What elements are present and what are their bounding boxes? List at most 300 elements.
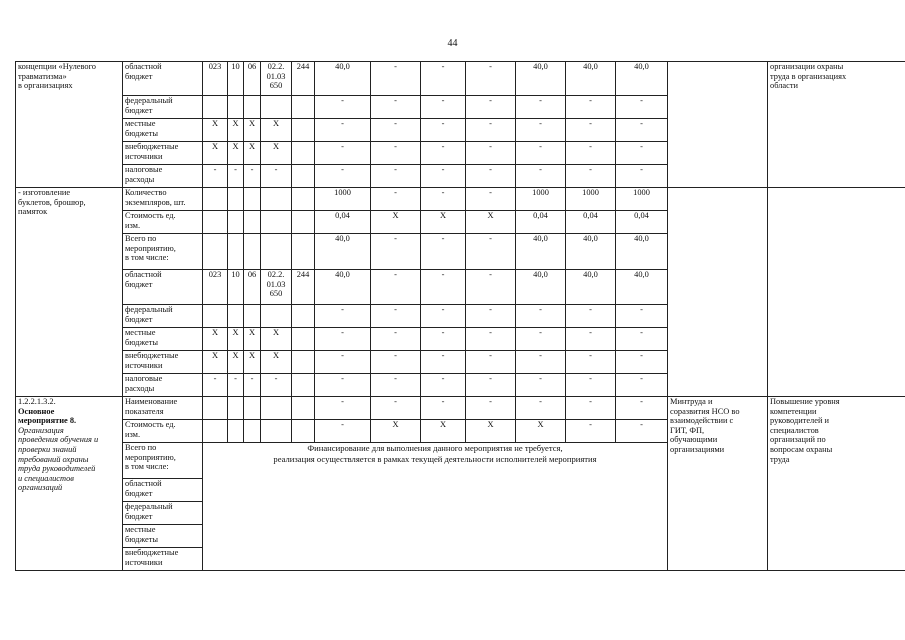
value-cell: - bbox=[516, 142, 566, 165]
funding-source-cell bbox=[123, 397, 203, 420]
csr-code bbox=[261, 328, 292, 351]
funding-source-text: областной bbox=[125, 479, 162, 488]
page-number: 44 bbox=[447, 38, 458, 49]
value-cell: 0,04 bbox=[616, 211, 668, 234]
pr-code: X bbox=[244, 119, 261, 142]
table-row bbox=[16, 397, 905, 420]
value-cell: - bbox=[616, 397, 668, 420]
funding-source-text: федеральный bbox=[125, 305, 173, 314]
pr-code: X bbox=[244, 328, 261, 351]
result-cell bbox=[768, 62, 905, 188]
funding-source-text: расходы bbox=[125, 174, 155, 184]
no-funding-note-line: Финансирование для выполнения данного мероприятия не требуется, bbox=[307, 443, 563, 453]
vr-code bbox=[292, 165, 315, 188]
rz-code bbox=[228, 96, 244, 119]
value-cell: - bbox=[371, 397, 421, 420]
table-row bbox=[16, 188, 905, 211]
event-title-line: мероприятие 8. bbox=[18, 416, 77, 426]
csr-code bbox=[261, 397, 292, 420]
funding-source-text: Стоимость ед. bbox=[125, 211, 176, 220]
funding-source-text: внебюджетные bbox=[125, 142, 179, 151]
funding-source-text: Наименование bbox=[125, 397, 178, 406]
vr-code bbox=[292, 420, 315, 443]
vr-code bbox=[292, 119, 315, 142]
rz-code: 10 bbox=[228, 270, 244, 305]
value-cell: - bbox=[421, 62, 466, 96]
value-cell: - bbox=[616, 96, 668, 119]
csr-code-line: 01.03 bbox=[266, 71, 286, 81]
value-cell: - bbox=[371, 374, 421, 397]
vr-code bbox=[292, 374, 315, 397]
csr-code bbox=[261, 305, 292, 328]
funding-source-text: областной bbox=[125, 62, 162, 71]
value-cell: - bbox=[421, 142, 466, 165]
funding-source-text: показателя bbox=[125, 406, 164, 416]
funding-source-cell bbox=[123, 328, 203, 351]
result-line: вопросам охраны bbox=[770, 444, 833, 454]
csr-code bbox=[261, 374, 292, 397]
csr-code bbox=[261, 142, 292, 165]
event-name-line: в организациях bbox=[18, 81, 73, 91]
value-cell: 40,0 bbox=[315, 234, 371, 270]
funding-source-cell bbox=[123, 62, 203, 96]
vr-code bbox=[292, 351, 315, 374]
value-cell: 40,0 bbox=[516, 62, 566, 96]
value-cell: - bbox=[421, 119, 466, 142]
funding-source-text: бюджет bbox=[125, 488, 153, 498]
value-cell: - bbox=[315, 397, 371, 420]
grbs-code: X bbox=[203, 142, 228, 165]
funding-source-text: бюджет bbox=[125, 511, 153, 521]
funding-source-text: бюджеты bbox=[125, 128, 159, 138]
pr-code: - bbox=[244, 374, 261, 397]
value-cell: - bbox=[421, 305, 466, 328]
vr-code bbox=[292, 328, 315, 351]
funding-source-text: в том числе: bbox=[125, 462, 169, 472]
funding-source-cell bbox=[123, 351, 203, 374]
value-cell: - bbox=[371, 96, 421, 119]
csr-code bbox=[261, 96, 292, 119]
pr-code bbox=[244, 234, 261, 270]
csr-code bbox=[261, 351, 292, 374]
rz-code bbox=[228, 234, 244, 270]
value-cell: - bbox=[616, 420, 668, 443]
csr-code bbox=[261, 420, 292, 443]
value-cell: - bbox=[566, 119, 616, 142]
value-cell: - bbox=[616, 374, 668, 397]
funding-source-text: источники bbox=[125, 151, 163, 161]
value-cell: - bbox=[315, 119, 371, 142]
value-cell: - bbox=[616, 119, 668, 142]
value-cell: - bbox=[371, 328, 421, 351]
grbs-code bbox=[203, 96, 228, 119]
event-title-line: Основное bbox=[18, 406, 55, 416]
funding-source-text: федеральный bbox=[125, 96, 173, 105]
funding-source-cell bbox=[123, 270, 203, 305]
rz-code: X bbox=[228, 328, 244, 351]
value-cell: 40,0 bbox=[616, 62, 668, 96]
csr-code-line: 01.03 bbox=[266, 279, 286, 289]
event-desc-line: требований охраны bbox=[18, 454, 89, 464]
value-cell: - bbox=[371, 188, 421, 211]
vr-code: 244 bbox=[292, 270, 315, 305]
grbs-code: 023 bbox=[203, 270, 228, 305]
event-name-line: концепции «Нулевого bbox=[18, 62, 96, 71]
value-cell: - bbox=[421, 188, 466, 211]
csr-code-line: - bbox=[274, 165, 278, 174]
pr-code bbox=[244, 420, 261, 443]
executor-line: обучающими bbox=[670, 435, 718, 445]
vr-code bbox=[292, 188, 315, 211]
pr-code bbox=[244, 397, 261, 420]
event-name-line: травматизма» bbox=[18, 71, 67, 81]
csr-code bbox=[261, 119, 292, 142]
grbs-code bbox=[203, 188, 228, 211]
value-cell: X bbox=[421, 211, 466, 234]
executor-line: взаимодействии с bbox=[670, 416, 734, 426]
value-cell: - bbox=[466, 328, 516, 351]
funding-source-text: бюджет bbox=[125, 105, 153, 115]
csr-code-line: 650 bbox=[269, 81, 283, 91]
value-cell: - bbox=[371, 165, 421, 188]
grbs-code: X bbox=[203, 328, 228, 351]
value-cell: - bbox=[466, 165, 516, 188]
value-cell: - bbox=[315, 374, 371, 397]
value-cell: - bbox=[421, 270, 466, 305]
rz-code bbox=[228, 188, 244, 211]
funding-source-text: местные bbox=[125, 119, 156, 128]
grbs-code bbox=[203, 211, 228, 234]
result-line: труда bbox=[770, 454, 790, 464]
executor-cell bbox=[668, 62, 768, 188]
value-cell: - bbox=[566, 420, 616, 443]
event-name-line: памяток bbox=[18, 207, 48, 217]
funding-source-text: налоговые bbox=[125, 165, 163, 174]
value-cell: - bbox=[466, 374, 516, 397]
event-desc-line: труда руководителей bbox=[18, 464, 96, 474]
funding-source-text: расходы bbox=[125, 383, 155, 393]
value-cell: X bbox=[466, 420, 516, 443]
value-cell: - bbox=[516, 351, 566, 374]
funding-source-cell bbox=[123, 374, 203, 397]
value-cell: - bbox=[466, 188, 516, 211]
event-desc-line: и специалистов bbox=[18, 473, 74, 483]
event-desc-line: организаций bbox=[18, 483, 63, 493]
value-cell: - bbox=[315, 351, 371, 374]
funding-source-cell bbox=[123, 443, 203, 479]
value-cell: X bbox=[516, 420, 566, 443]
value-cell: 0,04 bbox=[516, 211, 566, 234]
funding-source-cell bbox=[123, 502, 203, 525]
grbs-code: 023 bbox=[203, 62, 228, 96]
value-cell: - bbox=[516, 165, 566, 188]
funding-source-text: в том числе: bbox=[125, 253, 169, 263]
vr-code bbox=[292, 305, 315, 328]
value-cell: - bbox=[516, 374, 566, 397]
vr-code bbox=[292, 211, 315, 234]
value-cell: - bbox=[566, 374, 616, 397]
csr-code-line: - bbox=[274, 374, 278, 383]
pr-code bbox=[244, 188, 261, 211]
executor-line: ГИТ, ФП, bbox=[670, 425, 705, 435]
value-cell: X bbox=[371, 211, 421, 234]
value-cell: 40,0 bbox=[315, 62, 371, 96]
csr-code-line: X bbox=[272, 142, 280, 151]
csr-code-line: X bbox=[272, 119, 280, 128]
value-cell: X bbox=[421, 420, 466, 443]
csr-code-line: X bbox=[272, 328, 280, 337]
csr-code bbox=[261, 270, 292, 305]
rz-code: X bbox=[228, 119, 244, 142]
funding-source-text: налоговые bbox=[125, 374, 163, 383]
event-number: 1.2.2.1.3.2. bbox=[18, 397, 56, 406]
pr-code: X bbox=[244, 142, 261, 165]
rz-code bbox=[228, 211, 244, 234]
table-body bbox=[16, 62, 905, 571]
value-cell: 40,0 bbox=[616, 270, 668, 305]
value-cell: - bbox=[371, 119, 421, 142]
csr-code bbox=[261, 211, 292, 234]
funding-source-text: местные bbox=[125, 525, 156, 534]
result-line: области bbox=[770, 81, 798, 91]
vr-code bbox=[292, 397, 315, 420]
grbs-code: - bbox=[203, 165, 228, 188]
value-cell: - bbox=[466, 351, 516, 374]
value-cell: - bbox=[315, 142, 371, 165]
value-cell: - bbox=[616, 142, 668, 165]
grbs-code: - bbox=[203, 374, 228, 397]
value-cell: 0,04 bbox=[566, 211, 616, 234]
funding-source-text: изм. bbox=[125, 220, 141, 230]
value-cell: - bbox=[466, 397, 516, 420]
funding-source-text: мероприятию, bbox=[125, 243, 176, 253]
funding-source-text: федеральный bbox=[125, 502, 173, 511]
value-cell: 40,0 bbox=[566, 270, 616, 305]
csr-code bbox=[261, 188, 292, 211]
funding-source-cell bbox=[123, 420, 203, 443]
csr-code-line: 650 bbox=[269, 289, 283, 299]
value-cell: - bbox=[566, 96, 616, 119]
event-name-cell bbox=[16, 188, 123, 397]
value-cell: - bbox=[315, 96, 371, 119]
funding-source-text: Всего по bbox=[125, 443, 157, 452]
executor-cell bbox=[668, 188, 768, 397]
funding-source-text: бюджеты bbox=[125, 534, 159, 544]
value-cell: - bbox=[466, 305, 516, 328]
grbs-code bbox=[203, 397, 228, 420]
program-table bbox=[15, 61, 905, 571]
value-cell: 40,0 bbox=[516, 234, 566, 270]
funding-source-cell bbox=[123, 234, 203, 270]
funding-source-cell bbox=[123, 548, 203, 571]
table-row bbox=[16, 62, 905, 96]
funding-source-cell bbox=[123, 211, 203, 234]
value-cell: - bbox=[421, 397, 466, 420]
value-cell: - bbox=[315, 328, 371, 351]
value-cell: - bbox=[466, 234, 516, 270]
executor-line: Минтруда и bbox=[670, 397, 713, 406]
vr-code bbox=[292, 142, 315, 165]
value-cell: X bbox=[371, 420, 421, 443]
funding-source-cell bbox=[123, 305, 203, 328]
result-line: специалистов bbox=[770, 425, 819, 435]
result-line: организаций по bbox=[770, 435, 826, 445]
value-cell: - bbox=[466, 62, 516, 96]
funding-source-cell bbox=[123, 165, 203, 188]
rz-code: - bbox=[228, 374, 244, 397]
value-cell: - bbox=[421, 96, 466, 119]
executor-line: организациями bbox=[670, 444, 725, 454]
value-cell: - bbox=[566, 397, 616, 420]
value-cell: - bbox=[516, 328, 566, 351]
value-cell: - bbox=[616, 351, 668, 374]
funding-source-cell bbox=[123, 96, 203, 119]
value-cell: - bbox=[516, 305, 566, 328]
value-cell: - bbox=[616, 305, 668, 328]
funding-source-text: местные bbox=[125, 328, 156, 337]
value-cell: X bbox=[466, 211, 516, 234]
executor-line: соразвития НСО во bbox=[670, 406, 740, 416]
value-cell: - bbox=[421, 351, 466, 374]
rz-code bbox=[228, 420, 244, 443]
pr-code bbox=[244, 211, 261, 234]
result-line: компетенции bbox=[770, 406, 817, 416]
value-cell: 40,0 bbox=[616, 234, 668, 270]
value-cell: 1000 bbox=[516, 188, 566, 211]
value-cell: 40,0 bbox=[516, 270, 566, 305]
value-cell: - bbox=[616, 165, 668, 188]
funding-source-cell bbox=[123, 188, 203, 211]
funding-source-text: внебюджетные bbox=[125, 351, 179, 360]
rz-code: X bbox=[228, 351, 244, 374]
value-cell: - bbox=[516, 397, 566, 420]
funding-source-text: изм. bbox=[125, 429, 141, 439]
funding-source-cell bbox=[123, 142, 203, 165]
csr-code-line: 02.2. bbox=[267, 62, 285, 71]
event-desc-line: Организация bbox=[18, 425, 64, 435]
value-cell: 40,0 bbox=[315, 270, 371, 305]
pr-code bbox=[244, 96, 261, 119]
value-cell: - bbox=[371, 351, 421, 374]
value-cell: - bbox=[566, 142, 616, 165]
executor-cell bbox=[668, 397, 768, 571]
event-desc-line: проверки знаний bbox=[18, 444, 77, 454]
pr-code: - bbox=[244, 165, 261, 188]
value-cell: 1000 bbox=[566, 188, 616, 211]
pr-code: X bbox=[244, 351, 261, 374]
funding-source-text: бюджет bbox=[125, 314, 153, 324]
rz-code bbox=[228, 397, 244, 420]
funding-source-text: Стоимость ед. bbox=[125, 420, 176, 429]
pr-code bbox=[244, 305, 261, 328]
event-name-cell bbox=[16, 62, 123, 188]
value-cell: - bbox=[421, 328, 466, 351]
no-funding-note bbox=[203, 443, 668, 571]
csr-code-line: X bbox=[272, 351, 280, 360]
value-cell: - bbox=[466, 270, 516, 305]
value-cell: - bbox=[516, 119, 566, 142]
value-cell: - bbox=[516, 96, 566, 119]
value-cell: - bbox=[371, 234, 421, 270]
grbs-code bbox=[203, 234, 228, 270]
value-cell: - bbox=[421, 374, 466, 397]
result-line: организации охраны bbox=[770, 62, 844, 71]
result-line: труда в организациях bbox=[770, 71, 847, 81]
value-cell: 40,0 bbox=[566, 234, 616, 270]
funding-source-cell bbox=[123, 119, 203, 142]
vr-code: 244 bbox=[292, 62, 315, 96]
value-cell: - bbox=[466, 96, 516, 119]
funding-source-text: источники bbox=[125, 360, 163, 370]
funding-source-text: внебюджетные bbox=[125, 548, 179, 557]
funding-source-text: Всего по bbox=[125, 234, 157, 243]
value-cell: 0,04 bbox=[315, 211, 371, 234]
rz-code: X bbox=[228, 142, 244, 165]
funding-source-cell bbox=[123, 479, 203, 502]
value-cell: - bbox=[371, 270, 421, 305]
event-desc-line: проведения обучения и bbox=[18, 435, 99, 445]
funding-source-text: Количество bbox=[125, 188, 167, 197]
result-cell bbox=[768, 188, 905, 397]
value-cell: - bbox=[421, 234, 466, 270]
rz-code: 10 bbox=[228, 62, 244, 96]
value-cell: - bbox=[566, 351, 616, 374]
result-line: Повышение уровня bbox=[770, 397, 840, 406]
value-cell: - bbox=[371, 142, 421, 165]
vr-code bbox=[292, 234, 315, 270]
result-cell bbox=[768, 397, 905, 571]
value-cell: - bbox=[315, 165, 371, 188]
funding-source-text: бюджет bbox=[125, 279, 153, 289]
funding-source-text: бюджеты bbox=[125, 337, 159, 347]
rz-code: - bbox=[228, 165, 244, 188]
grbs-code bbox=[203, 305, 228, 328]
csr-code bbox=[261, 234, 292, 270]
value-cell: 40,0 bbox=[566, 62, 616, 96]
value-cell: - bbox=[466, 119, 516, 142]
rz-code bbox=[228, 305, 244, 328]
result-line: руководителей и bbox=[770, 416, 830, 426]
value-cell: 1000 bbox=[315, 188, 371, 211]
pr-code: 06 bbox=[244, 62, 261, 96]
value-cell: - bbox=[421, 165, 466, 188]
value-cell: - bbox=[566, 328, 616, 351]
csr-code bbox=[261, 165, 292, 188]
event-name-cell bbox=[16, 397, 123, 571]
pr-code: 06 bbox=[244, 270, 261, 305]
grbs-code: X bbox=[203, 351, 228, 374]
event-name-line: - изготовление bbox=[18, 188, 71, 197]
funding-source-cell bbox=[123, 525, 203, 548]
funding-source-text: экземпляров, шт. bbox=[125, 197, 186, 207]
no-funding-note-line: реализация осуществляется в рамках текущей деятельности исполнителей мероприятия bbox=[273, 454, 597, 464]
value-cell: - bbox=[566, 305, 616, 328]
csr-code bbox=[261, 62, 292, 96]
value-cell: - bbox=[466, 142, 516, 165]
vr-code bbox=[292, 96, 315, 119]
value-cell: 1000 bbox=[616, 188, 668, 211]
grbs-code: X bbox=[203, 119, 228, 142]
value-cell: - bbox=[616, 328, 668, 351]
funding-source-text: областной bbox=[125, 270, 162, 279]
value-cell: - bbox=[315, 305, 371, 328]
funding-source-text: источники bbox=[125, 557, 163, 567]
value-cell: - bbox=[371, 62, 421, 96]
funding-source-text: мероприятию, bbox=[125, 452, 176, 462]
csr-code-line: 02.2. bbox=[267, 270, 285, 279]
funding-source-text: бюджет bbox=[125, 71, 153, 81]
value-cell: - bbox=[315, 420, 371, 443]
